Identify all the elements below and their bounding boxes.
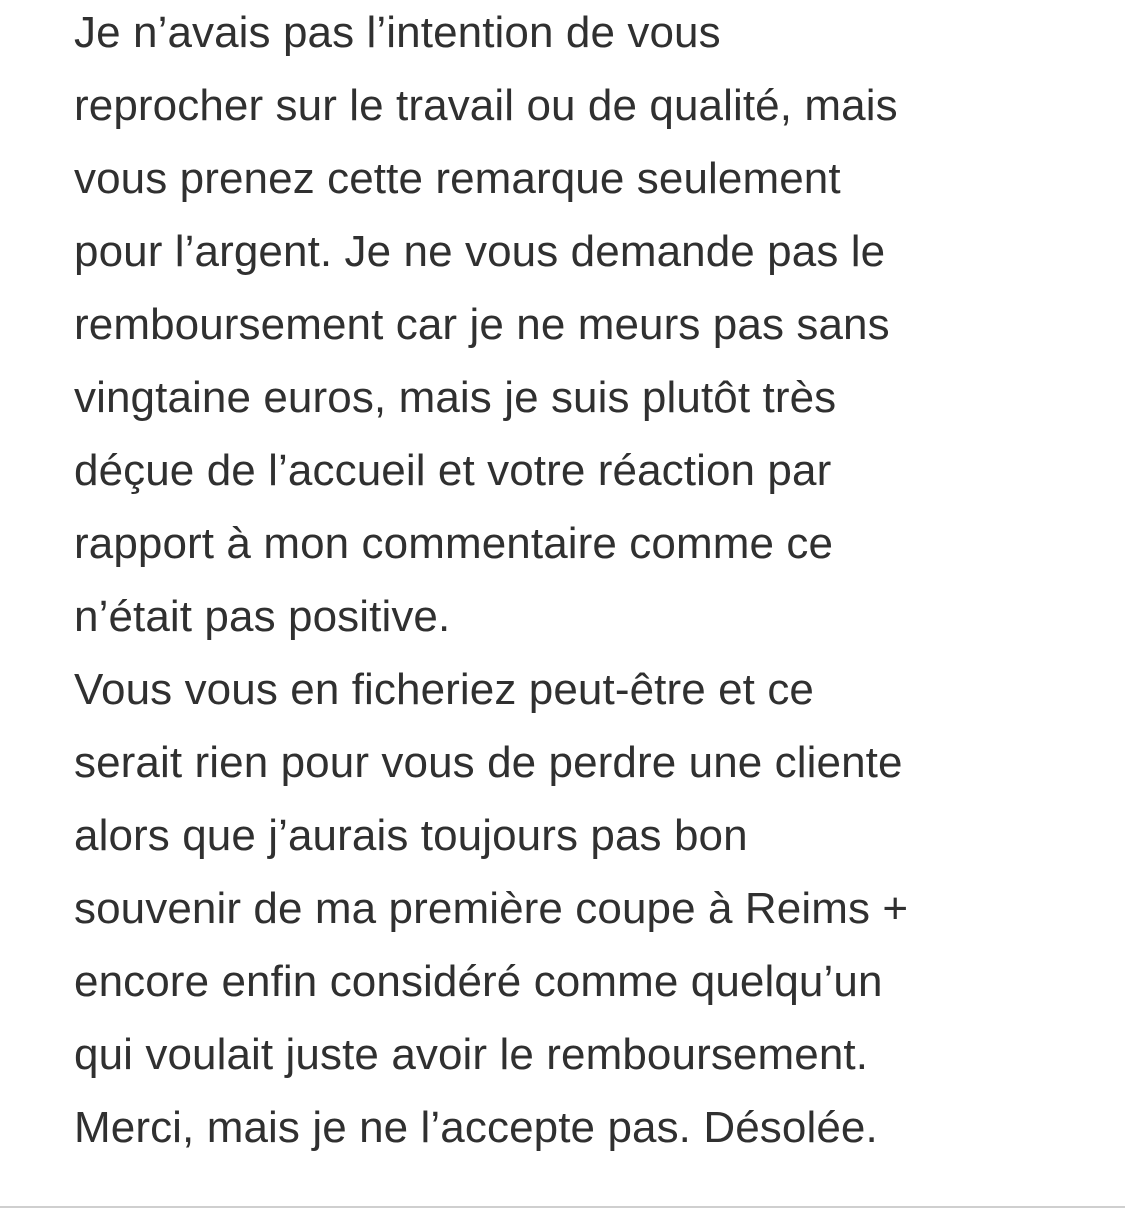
- bottom-divider: [0, 1206, 1125, 1208]
- message-line: qui voulait juste avoir le remboursement.: [74, 1030, 869, 1079]
- message-line: Merci, mais je ne l’accepte pas. Désolée.: [74, 1103, 878, 1152]
- message-line: souvenir de ma première coupe à Reims +: [74, 884, 909, 933]
- message-line: rapport à mon commentaire comme ce: [74, 519, 834, 568]
- message-line: n’était pas positive.: [74, 592, 451, 641]
- message-line: serait rien pour vous de perdre une cliente: [74, 738, 903, 787]
- message-line: vingtaine euros, mais je suis plutôt très: [74, 373, 837, 422]
- message-line: remboursement car je ne meurs pas sans: [74, 300, 890, 349]
- message-line: Vous vous en ficheriez peut-être et ce: [74, 665, 815, 714]
- message-line: reprocher sur le travail ou de qualité, mais: [74, 81, 898, 130]
- message-text: [74, 0, 1064, 1164]
- message-line: Je n’avais pas l’intention de vous: [74, 8, 721, 57]
- message-line: alors que j’aurais toujours pas bon: [74, 811, 748, 860]
- message-line: déçue de l’accueil et votre réaction par: [74, 446, 832, 495]
- message-line: encore enfin considéré comme quelqu’un: [74, 957, 883, 1006]
- message-line: vous prenez cette remarque seulement: [74, 154, 841, 203]
- message-line: pour l’argent. Je ne vous demande pas le: [74, 227, 886, 276]
